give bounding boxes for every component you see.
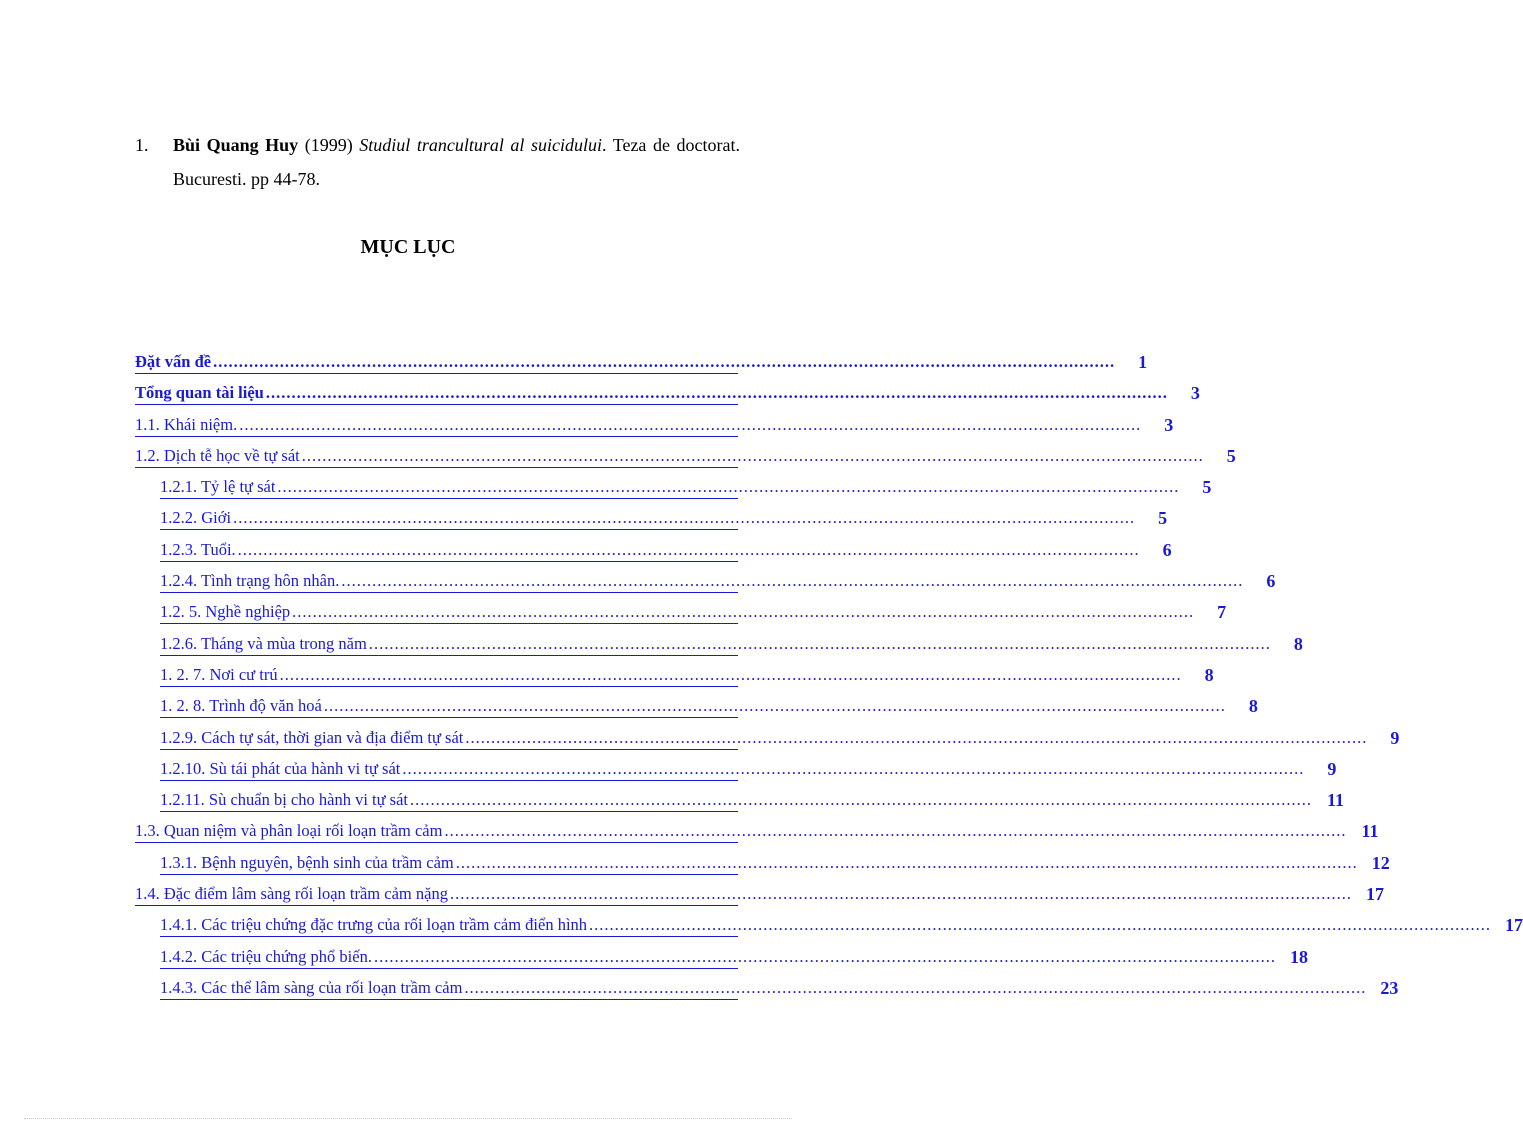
toc-link[interactable] — [135, 445, 1236, 468]
toc-entry — [135, 973, 1399, 1004]
toc-page-number: 12 — [1371, 852, 1390, 873]
reference-author: Bùi Quang Huy — [173, 135, 299, 155]
toc-page-number: 9 — [1390, 727, 1400, 748]
toc-leader: ................................................................................................................................................................................ — [279, 664, 1182, 684]
toc-link[interactable] — [160, 601, 1227, 624]
toc-label: 1.1. Khái niệm. — [135, 414, 238, 434]
toc-leader: ................................................................................................................................................................................ — [239, 414, 1142, 434]
toc-entry — [135, 566, 1276, 597]
toc-page-number: 11 — [1361, 821, 1379, 842]
toc-link[interactable] — [135, 820, 1379, 843]
toc-page-number: 5 — [1226, 445, 1236, 466]
toc-link[interactable] — [160, 570, 1276, 593]
toc-entry — [135, 441, 1236, 472]
toc-page-number: 9 — [1327, 758, 1337, 779]
toc-page-number: 6 — [1162, 539, 1172, 560]
toc-link[interactable] — [160, 476, 1212, 499]
toc-entry — [135, 785, 1345, 816]
reference-title: Studiul trancultural al suicidului — [359, 135, 602, 155]
toc-entry — [135, 472, 1212, 503]
toc-leader: ................................................................................................................................................................................ — [589, 915, 1492, 935]
toc-entry — [135, 848, 1390, 879]
reference-details: . Teza de doctorat. Bucuresti. pp 44-78. — [173, 135, 740, 189]
toc-entry — [135, 378, 1200, 409]
toc-page-number: 8 — [1204, 664, 1214, 685]
toc-entry — [135, 410, 1174, 441]
toc-leader: ................................................................................................................................................................................ — [292, 602, 1195, 622]
toc-label: 1.2.1. Tỷ lệ tự sát — [160, 477, 276, 497]
toc-leader: ................................................................................................................................................................................ — [323, 696, 1226, 716]
toc-page-number: 8 — [1248, 696, 1258, 717]
toc-link[interactable] — [135, 883, 1384, 906]
toc-page-number: 6 — [1266, 571, 1276, 592]
toc-link[interactable] — [160, 664, 1214, 687]
toc-leader: ................................................................................................................................................................................ — [368, 633, 1271, 653]
table-of-contents — [135, 347, 1523, 1004]
toc-label: 1.2.10. Sù tái phát của hành vi tự sát — [160, 758, 401, 778]
toc-page-number: 3 — [1190, 383, 1200, 404]
toc-label: 1.4.3. Các thể lâm sàng của rối loạn trầm cảm — [160, 977, 463, 997]
toc-leader: ................................................................................................................................................................................ — [301, 445, 1204, 465]
toc-leader: ................................................................................................................................................................................ — [213, 352, 1116, 371]
toc-leader: ................................................................................................................................................................................ — [410, 790, 1313, 810]
toc-label: 1.2.2. Giới — [160, 508, 232, 528]
toc-page-number: 5 — [1202, 477, 1212, 498]
reference-text — [173, 128, 740, 196]
page-bottom-rule — [24, 1118, 792, 1119]
toc-label: 1.2. Dịch tễ học về tự sát — [135, 445, 300, 465]
toc-entry — [135, 942, 1308, 973]
toc-title: MỤC LỤC — [360, 236, 456, 258]
toc-page-number: 23 — [1380, 977, 1399, 998]
toc-entry — [135, 535, 1172, 566]
toc-label: 1.2. 5. Nghề nghiệp — [160, 602, 291, 622]
toc-link[interactable] — [160, 946, 1308, 969]
toc-entry — [135, 629, 1303, 660]
toc-leader: ................................................................................................................................................................................ — [449, 884, 1352, 904]
toc-label: 1.3.1. Bệnh nguyên, bệnh sinh của trầm cảm — [160, 852, 454, 872]
toc-label: 1.2.3. Tuổi. — [160, 539, 236, 559]
toc-link[interactable] — [160, 727, 1400, 750]
toc-page-number: 17 — [1505, 915, 1523, 936]
toc-leader: ................................................................................................................................................................................ — [265, 383, 1168, 403]
toc-entry — [135, 660, 1214, 691]
toc-entry — [135, 879, 1384, 910]
toc-label: 1.4. Đặc điểm lâm sàng rối loạn trầm cảm nặng — [135, 884, 448, 904]
toc-leader: ................................................................................................................................................................................ — [341, 571, 1244, 591]
toc-link[interactable] — [160, 977, 1399, 1000]
toc-leader: ................................................................................................................................................................................ — [455, 852, 1358, 872]
toc-entry — [135, 597, 1227, 628]
toc-page-number: 3 — [1164, 414, 1174, 435]
toc-leader: ................................................................................................................................................................................ — [373, 946, 1276, 966]
toc-label: 1.2.9. Cách tự sát, thời gian và địa điểm tự sát — [160, 727, 464, 747]
toc-label: 1.2.11. Sù chuẩn bị cho hành vi tự sát — [160, 790, 409, 810]
toc-link[interactable] — [160, 539, 1172, 562]
toc-page-number: 5 — [1158, 508, 1168, 529]
toc-label: 1.2.6. Tháng và mùa trong năm — [160, 633, 367, 653]
toc-label: Tổng quan tài liệu — [135, 383, 264, 403]
toc-label: 1.4.2. Các triệu chứng phổ biến. — [160, 946, 372, 966]
toc-entry — [135, 503, 1168, 534]
toc-entry — [135, 754, 1337, 785]
toc-leader: ................................................................................................................................................................................ — [233, 508, 1136, 528]
toc-page-number: 1 — [1138, 352, 1148, 372]
toc-label: Đặt vấn đề — [135, 352, 212, 371]
toc-label: 1. 2. 7. Nơi cư trú — [160, 664, 278, 684]
reference-entry — [135, 128, 740, 196]
toc-entry — [135, 910, 1523, 941]
toc-link[interactable] — [160, 758, 1337, 781]
toc-link[interactable] — [135, 382, 1200, 405]
toc-entry — [135, 723, 1400, 754]
toc-leader: ................................................................................................................................................................................ — [465, 727, 1368, 747]
toc-leader: ................................................................................................................................................................................ — [464, 977, 1367, 997]
toc-entry — [135, 816, 1379, 847]
toc-link[interactable] — [160, 633, 1303, 656]
toc-page-number: 7 — [1217, 602, 1227, 623]
toc-page-number: 18 — [1289, 946, 1308, 967]
toc-link[interactable] — [160, 914, 1523, 937]
toc-page-number: 8 — [1293, 633, 1303, 654]
toc-page-number: 11 — [1327, 790, 1345, 811]
toc-leader: ................................................................................................................................................................................ — [277, 477, 1180, 497]
reference-number: 1. — [135, 135, 149, 155]
toc-page-number: 17 — [1365, 884, 1384, 905]
toc-link[interactable] — [135, 414, 1174, 437]
toc-link[interactable] — [160, 695, 1258, 718]
toc-entry — [135, 691, 1258, 722]
toc-label: 1.2.4. Tình trạng hôn nhân. — [160, 571, 340, 591]
toc-label: 1. 2. 8. Trình độ văn hoá — [160, 696, 322, 716]
reference-year: (1999) — [304, 135, 353, 155]
toc-leader: ................................................................................................................................................................................ — [444, 821, 1347, 841]
toc-entry — [135, 347, 1148, 378]
toc-link[interactable] — [160, 507, 1168, 530]
toc-label: 1.4.1. Các triệu chứng đặc trưng của rối loạn trầm cảm điển hình — [160, 915, 588, 935]
toc-link[interactable] — [160, 852, 1390, 875]
toc-link[interactable] — [135, 351, 1148, 374]
toc-leader: ................................................................................................................................................................................ — [402, 758, 1305, 778]
toc-link[interactable] — [160, 789, 1345, 812]
toc-leader: ................................................................................................................................................................................ — [237, 539, 1140, 559]
toc-label: 1.3. Quan niệm và phân loại rối loạn trầm cảm — [135, 821, 443, 841]
